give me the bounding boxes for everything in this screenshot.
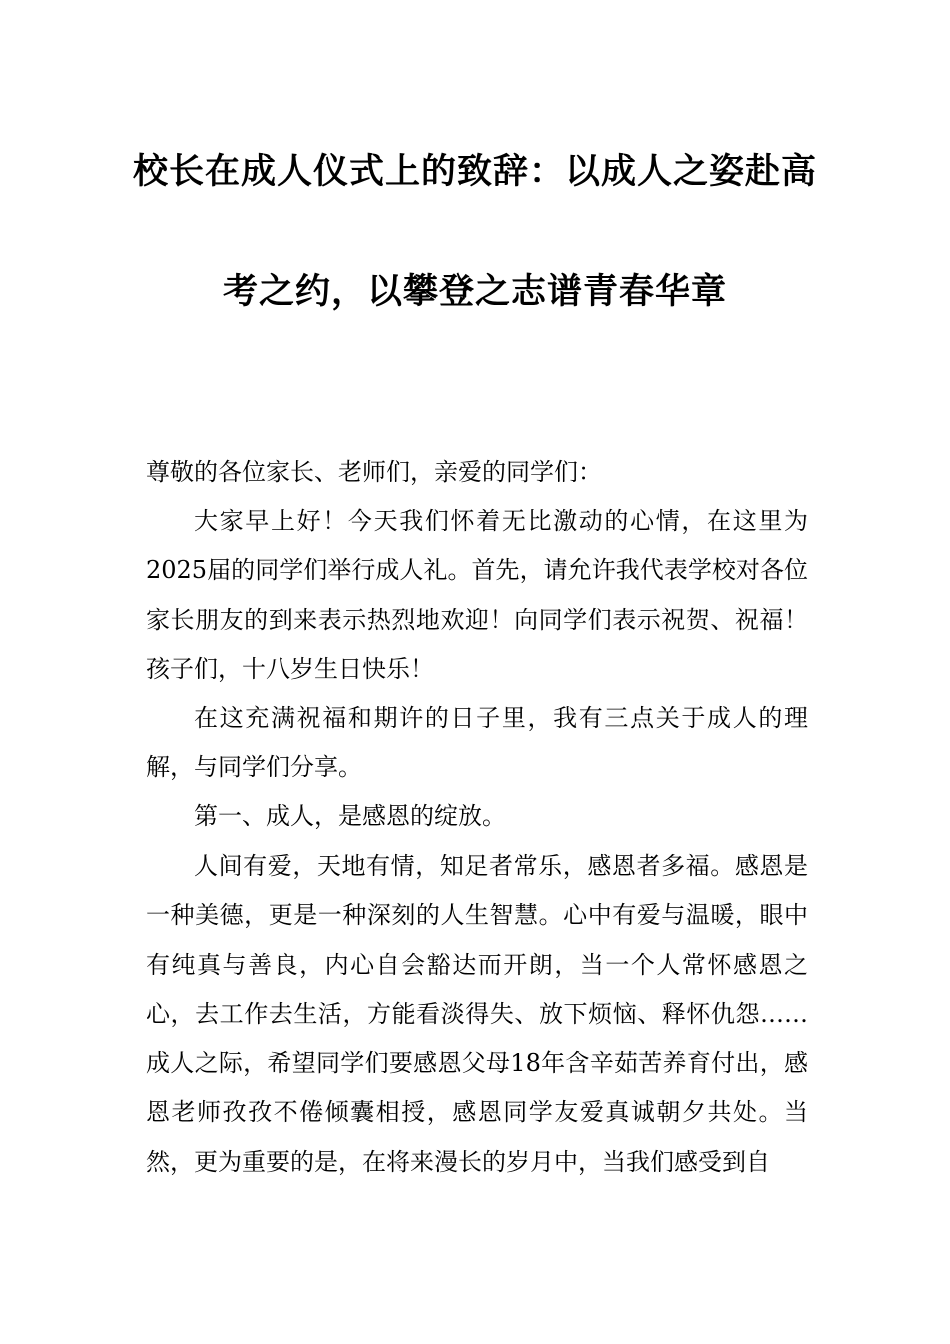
greeting: 尊敬的各位家长、老师们，亲爱的同学们： (146, 458, 602, 486)
greeting-block (146, 448, 808, 497)
paragraph-block-2 (146, 694, 808, 793)
section-heading-1: 第一、成人，是感恩的绽放。 (194, 802, 506, 830)
paragraph-4: 人间有爱，天地有情，知足者常乐，感恩者多福。感恩是一种美德，更是一种深刻的人生智慧。心中有爱与温暖，眼中有纯真与善良，内心自会豁达而开朗，当一个人常怀感恩之心，去工作去生活，方能看淡得失、放下烦恼、释怀仇怨……成人之际，希望同学们要感恩父母18年含辛茹苦养育付出，感恩老师孜孜不倦倾囊相授，感恩同学友爱真诚朝夕共处。当然，更为重要的是，在将来漫长的岁月中，当我们感受到自 (146, 852, 808, 1176)
document-title-line-1: 校长在成人仪式上的致辞：以成人之姿赴高 (132, 152, 817, 192)
document-title-line-2: 考之约，以攀登之志谱青春华章 (222, 272, 727, 312)
paragraph-block-4 (146, 842, 808, 1187)
paragraph-1: 大家早上好！今天我们怀着无比激动的心情，在这里为2025届的同学们举行成人礼。首先，请允许我代表学校对各位家长朋友的到来表示热烈地欢迎！向同学们表示祝贺、祝福！孩子们，十八岁生日快乐！ (146, 507, 808, 683)
paragraph-block-3 (146, 792, 808, 841)
paragraph-2: 在这充满祝福和期许的日子里，我有三点关于成人的理解，与同学们分享。 (146, 704, 808, 782)
paragraph-block-1 (146, 497, 808, 694)
